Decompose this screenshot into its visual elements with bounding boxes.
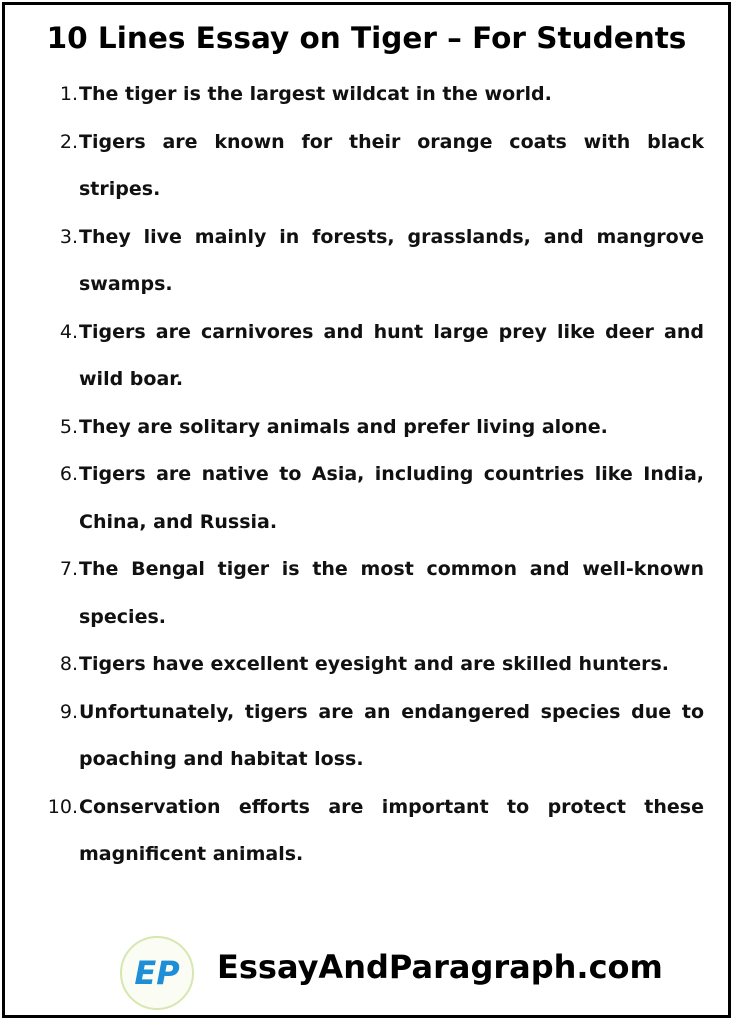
list-item xyxy=(5,214,734,309)
list-item xyxy=(5,71,734,119)
logo-text: EP xyxy=(134,954,180,992)
item-text: Tigers are known for their orange coats with black stripes. xyxy=(79,130,704,200)
item-number: 3. xyxy=(59,225,78,248)
page-title: 10 Lines Essay on Tiger – For Students xyxy=(46,21,687,55)
item-number: 2. xyxy=(59,130,78,153)
item-number: 6. xyxy=(59,463,78,485)
item-text: They live mainly in forests, grasslands, and mangrove swamps. xyxy=(79,225,704,295)
item-text: Tigers are native to Asia, including countries like India, China, and Russia. xyxy=(79,463,704,533)
item-number: 5. xyxy=(59,415,78,438)
site-logo-icon[interactable] xyxy=(120,936,194,1010)
item-text: The Bengal tiger is the most common and well-known species. xyxy=(79,558,704,628)
list-item xyxy=(5,119,734,214)
footer xyxy=(5,930,728,1012)
page-frame xyxy=(2,2,731,1018)
item-number: 7. xyxy=(59,558,78,580)
item-text: Tigers have excellent eyesight and are skilled hunters. xyxy=(79,653,670,675)
item-text: Conservation efforts are important to protect these magnificent animals. xyxy=(79,795,704,865)
list-item xyxy=(5,451,734,546)
list-item xyxy=(5,689,734,784)
list-item xyxy=(5,309,734,404)
ep-monogram-icon xyxy=(122,938,192,1008)
essay-list xyxy=(5,71,734,879)
item-number: 1. xyxy=(59,83,78,105)
item-text: Tigers are carnivores and hunt large prey like deer and wild boar. xyxy=(79,320,704,390)
item-text: They are solitary animals and prefer living alone. xyxy=(79,415,608,438)
item-text: The tiger is the largest wildcat in the world. xyxy=(79,83,552,105)
list-item xyxy=(5,404,734,452)
item-number: 8. xyxy=(59,653,78,675)
list-item xyxy=(5,784,734,879)
list-item xyxy=(5,641,734,689)
site-name-link[interactable]: EssayAndParagraph.com xyxy=(217,948,663,986)
item-text: Unfortunately, tigers are an endangered species due to poaching and habitat loss. xyxy=(79,700,704,770)
item-number: 10. xyxy=(47,795,78,818)
list-item xyxy=(5,546,734,641)
item-number: 4. xyxy=(59,320,78,343)
item-number: 9. xyxy=(59,700,78,723)
